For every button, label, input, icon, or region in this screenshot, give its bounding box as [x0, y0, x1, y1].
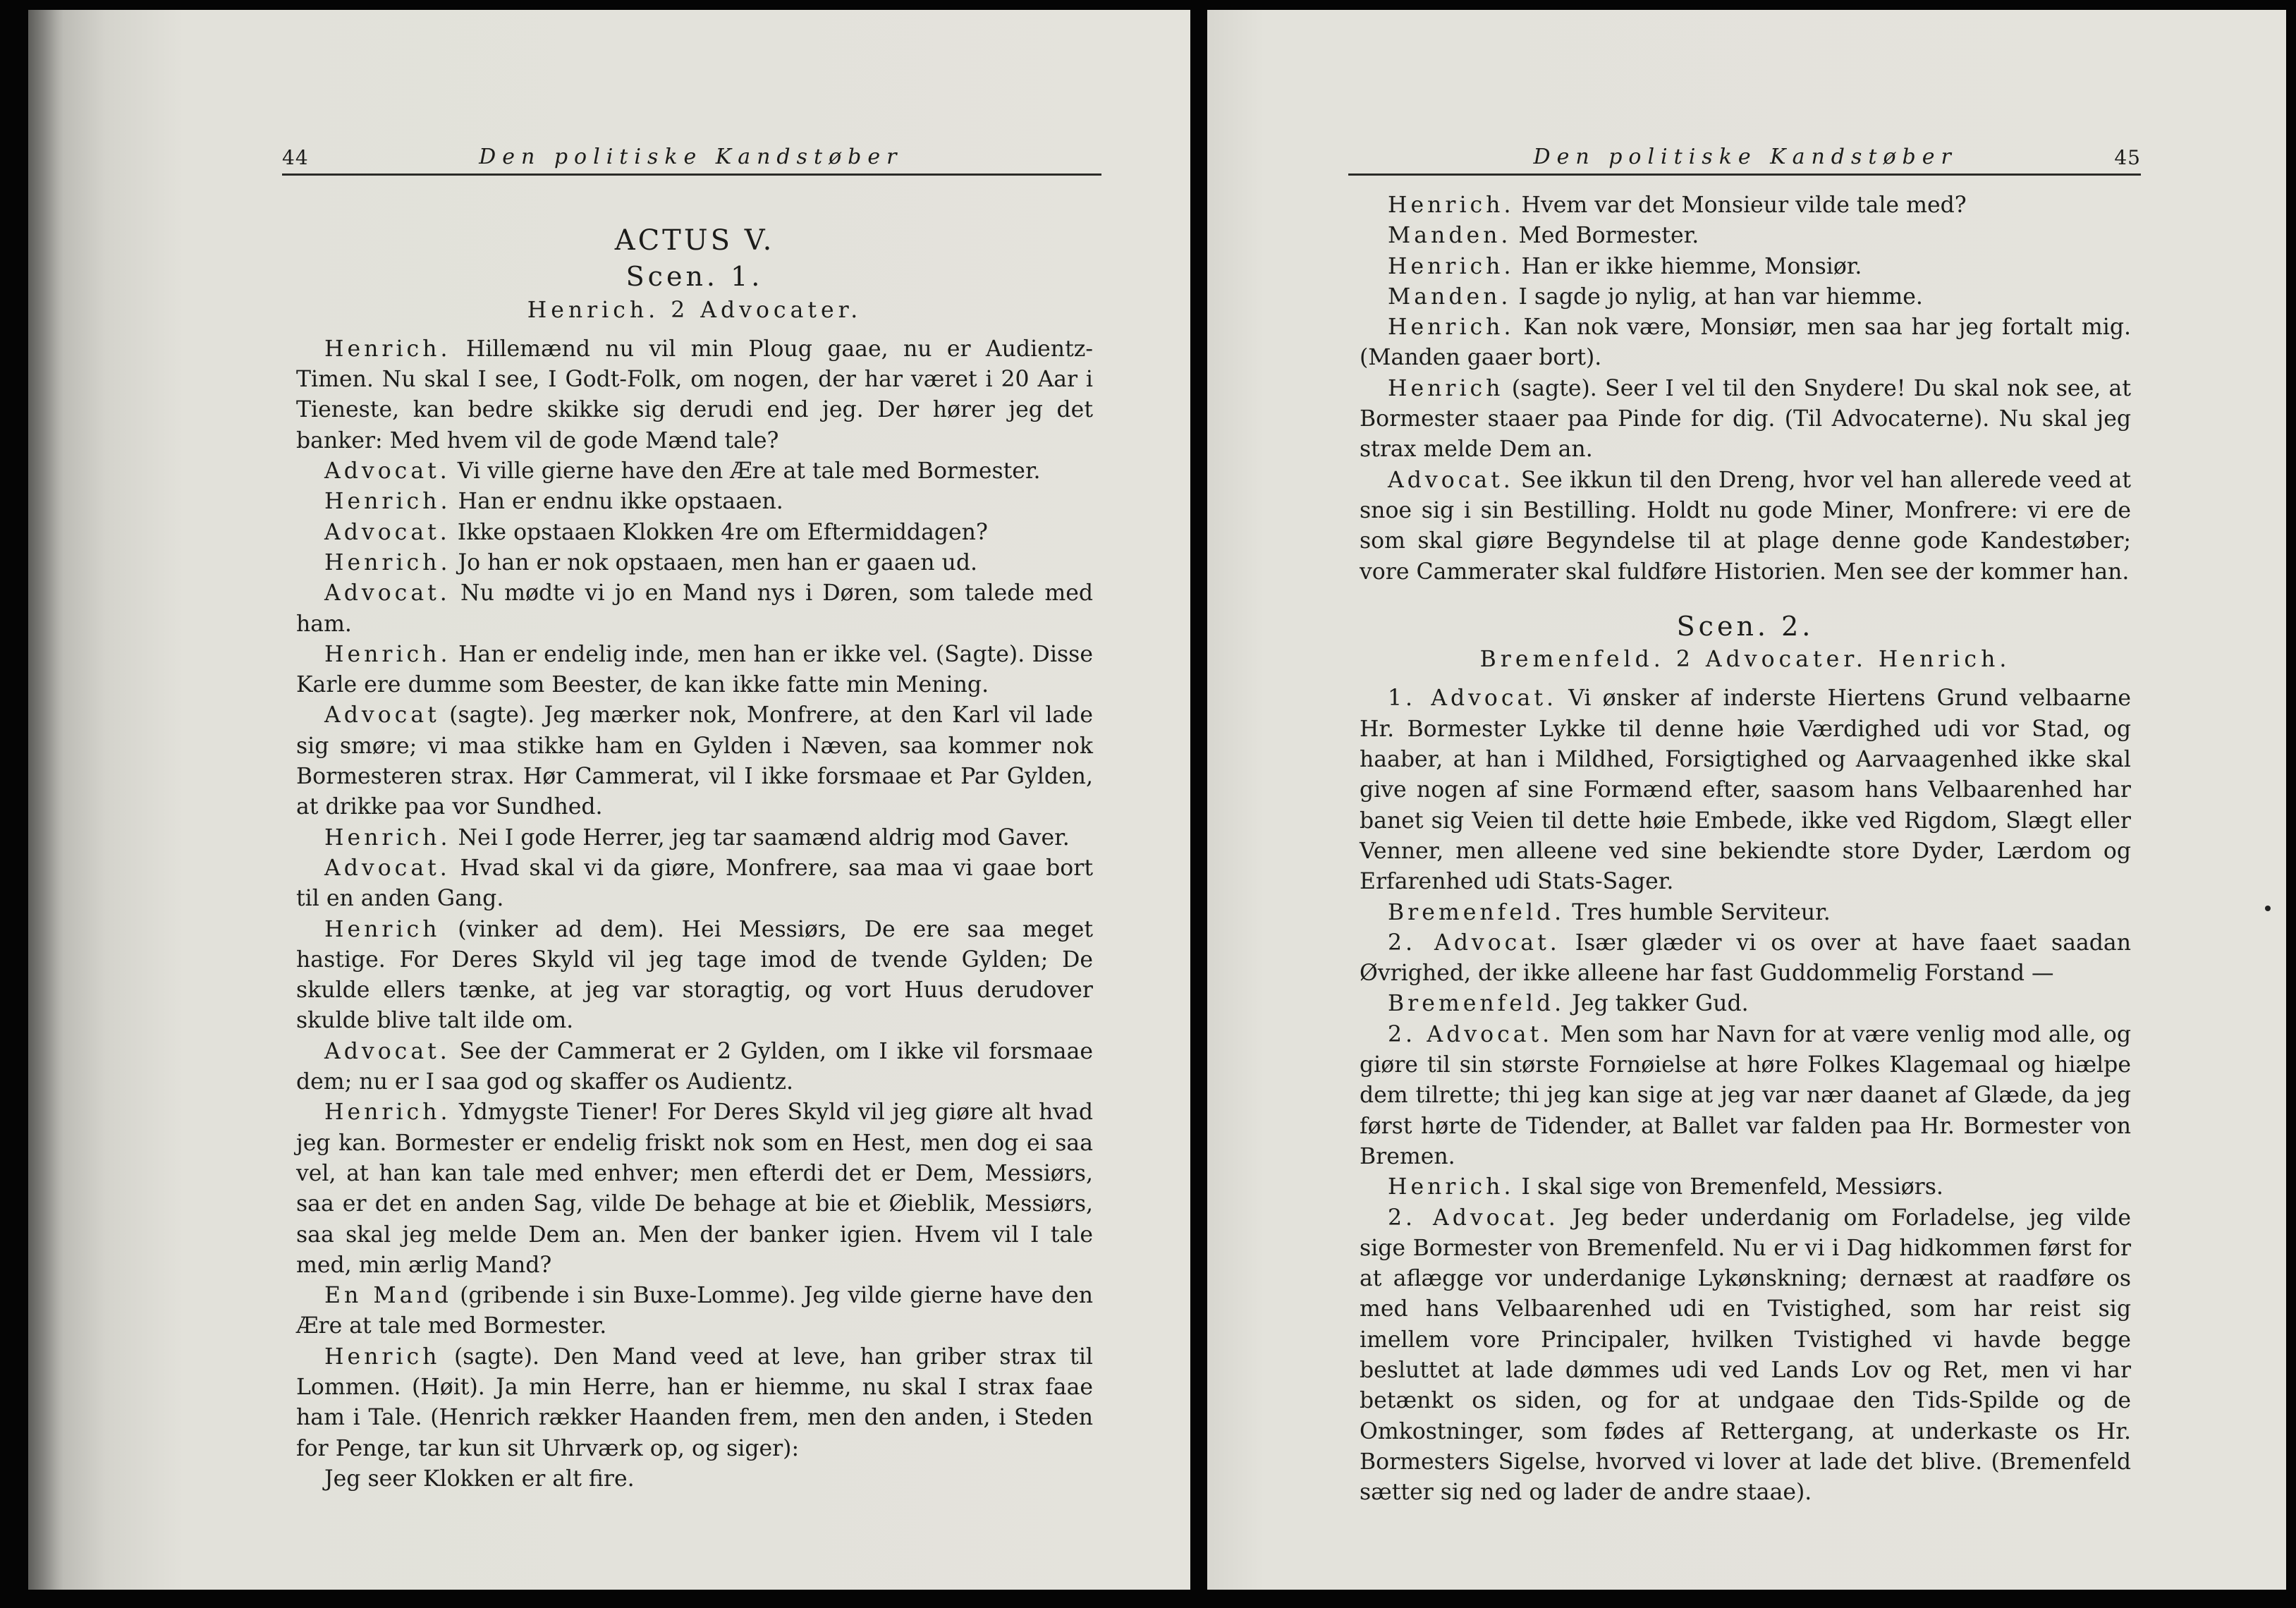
speech-text: Jo han er nok opstaaen, men han er gaaen ud. — [451, 549, 978, 575]
scene-2-personae: Bremenfeld. 2 Advocater. Henrich. — [1479, 647, 2011, 673]
speech-text: Jeg seer Klokken er alt fire. — [324, 1466, 635, 1492]
speech-text: Ydmygste Tiener! For Deres Skyld vil jeg giøre alt hvad jeg kan. Bormester er endelig friskt nok som en Hest, men dog ei saa vel, at han kan tale med enhver; men efterdi det er Dem, Messiørs, saa er det en anden Sag, vilde De behage at bie et Øieblik, Messiørs, saa skal jeg melde Dem an. Men der banker igien. Hvem vil I tale med, min ærlig Mand? — [296, 1100, 1093, 1278]
left-page-body — [296, 221, 1093, 1494]
dialogue-paragraph — [1360, 374, 2131, 465]
speaker-name: Advocat. — [324, 1038, 451, 1064]
speaker-name: Henrich. — [324, 336, 451, 362]
dialogue-paragraph — [1360, 252, 2131, 282]
speaker-name: Henrich. — [324, 489, 451, 515]
speaker-name: Henrich — [324, 916, 441, 942]
dialogue-paragraph — [296, 1464, 1093, 1494]
dialogue-paragraph — [296, 578, 1093, 640]
speaker-name: Advocat. — [324, 855, 451, 881]
speech-text: Nu mødte vi jo en Mand nys i Døren, som talede med ham. — [296, 580, 1093, 637]
speaker-name: Henrich. — [1388, 315, 1515, 341]
speech-text: Han er ikke hiemme, Monsiør. — [1514, 253, 1862, 279]
dialogue-paragraph — [1360, 465, 2131, 587]
speaker-name: Henrich. — [324, 1100, 451, 1126]
speaker-name: Advocat. — [324, 580, 451, 607]
speech-text: Nei I gode Herrer, jeg tar saamænd aldrig mod Gaver. — [451, 824, 1070, 851]
dialogue-paragraph — [296, 915, 1093, 1037]
dialogue-paragraph — [296, 1281, 1093, 1342]
dialogue-paragraph — [1360, 1172, 2131, 1202]
right-dialogue-top — [1360, 190, 2131, 587]
scene-2-heading: Scen. 2. — [1676, 610, 1814, 642]
speaker-name: 1. Advocat. — [1388, 686, 1557, 712]
speech-text: I sagde jo nylig, at han var hiemme. — [1511, 284, 1923, 310]
dialogue-paragraph — [296, 823, 1093, 853]
speech-text: (vinker ad dem). Hei Messiørs, De ere saa meget hastige. For Deres Skyld vil jeg tage imod de tvende Gylden; De skulde ellers tænke, at jeg var storagtig, og vort Huus derudover skulde blive talt ilde om. — [296, 916, 1093, 1034]
speaker-name: Henrich. — [1388, 1174, 1515, 1200]
speech-text: Især glæder vi os over at have faaet saadan Øvrighed, der ikke alleene har fast Guddommelig Forstand — — [1360, 930, 2132, 987]
dialogue-paragraph — [296, 1342, 1093, 1464]
speaker-name: Advocat — [324, 702, 440, 729]
dialogue-paragraph — [296, 853, 1093, 915]
left-book-page — [28, 10, 1190, 1590]
dialogue-paragraph — [296, 548, 1093, 578]
scene-personae: Henrich. 2 Advocater. — [527, 297, 862, 323]
speech-text: Hvad skal vi da giøre, Monfrere, saa maa vi gaae bort til en anden Gang. — [296, 855, 1093, 912]
speech-text: Han er endelig inde, men han er ikke vel. (Sagte). Disse Karle ere dumme som Beester, de kan ikke fatte min Mening. — [296, 641, 1093, 698]
speaker-name: 2. Advocat. — [1388, 930, 1561, 956]
speech-text: (sagte). Jeg mærker nok, Monfrere, at den Karl vil lade sig smøre; vi maa stikke ham en Gylden i Næven, saa kommer nok Bormesteren strax. Hør Cammerat, vil I ikke forsmaae et Par Gylden, at drikke paa vor Sundhed. — [296, 702, 1093, 820]
speech-text: See ikkun til den Dreng, hvor vel han allerede veed at snoe sig i sin Bestilling. Holdt nu gode Miner, Monfrere: vi ere de som skal giøre Begyndelse til at plage denne gode Kandestøber; vore Cammerater skal fuldføre Historien. Men see der kommer han. — [1360, 467, 2131, 585]
speaker-name: Bremenfeld. — [1388, 899, 1565, 925]
speech-text: Han er endnu ikke opstaaen. — [451, 489, 783, 515]
speech-text: Men som har Navn for at være venlig mod alle, og giøre til sin største Fornøielse at høre Folkes Klagemaal og hiælpe dem tilrette; thi jeg kan sige at jeg var nær daanet af Glæde, da jeg først hørte de Tidender, at Ballet var falden paa Hr. Bormester von Bremen. — [1360, 1021, 2131, 1169]
speaker-name: Henrich. — [1388, 193, 1515, 218]
speaker-name: Henrich. — [1388, 253, 1515, 279]
dialogue-paragraph — [1360, 1020, 2131, 1172]
speaker-name: Advocat. — [324, 519, 451, 545]
dialogue-paragraph — [296, 700, 1093, 822]
speech-text: (gribende i sin Buxe-Lomme). Jeg vilde gierne have den Ære at tale med Bormester. — [296, 1283, 1094, 1339]
dialogue-paragraph — [296, 334, 1093, 456]
left-page-number: 44 — [282, 146, 309, 169]
speech-text: See der Cammerat er 2 Gylden, om I ikke vil forsmaae dem; nu er I saa god og skaffer os Audientz. — [296, 1038, 1093, 1095]
speaker-name: Henrich — [324, 1344, 441, 1370]
act-heading: ACTUS V. — [614, 224, 775, 257]
dialogue-paragraph — [1360, 928, 2131, 989]
speech-text: (sagte). Den Mand veed at leve, han griber strax til Lommen. (Høit). Ja min Herre, han er hiemme, nu skal I strax faae ham i Tale. (Henrich rækker Haanden frem, men den anden, i Steden for Penge, tar kun sit Uhrværk op, og siger): — [296, 1344, 1093, 1461]
speaker-name: En Mand — [324, 1283, 452, 1309]
dialogue-paragraph — [296, 1097, 1093, 1281]
speaker-name: Henrich. — [324, 824, 451, 851]
speaker-name: Advocat. — [1388, 467, 1514, 493]
speech-text: Vi ønsker af inderste Hiertens Grund velbaarne Hr. Bormester Lykke til denne høie Værdighed udi vor Stad, og haaber, at han i Mildhed, Forsigtighed og Aarvaagenhed ikke skal give nogen af sine Formænd efter, saasom hans Velbaarenhed har banet sig Veien til dette høie Embede, ikke ved Rigdom, Slægt eller Venner, men alleene ved sine bekiendte store Dyder, Lærdom og Erfarenhed udi Stats-Sager. — [1360, 686, 2131, 895]
left-running-header — [282, 137, 1101, 176]
right-page-number: 45 — [2114, 146, 2141, 169]
right-dialogue-bottom — [1360, 683, 2131, 1508]
speaker-name: Henrich. — [324, 641, 451, 667]
dialogue-paragraph — [1360, 282, 2131, 312]
speech-text: Hvem var det Monsieur vilde tale med? — [1514, 193, 1967, 218]
speech-text: Jeg beder underdanig om Forladelse, jeg vilde sige Bormester von Bremenfeld. Nu er vi i Dag hidkommen først for at aflægge vor underdanige Lykønskning; dernæst at raadføre os med hans Velbaarenhed udi en Tvistighed, som har reist sig imellem vore Principaler, hvilken Tvistighed vi havde begge besluttet at lade dømmes udi ved Lands Lov og Ret, men vi har betænkt os siden, og for at undgaae den Tids-Spilde og de Omkostninger, som fødes af Rettergang, at underkaste os Hr. Bormesters Sigelse, hvorved vi lover at lade det blive. (Bremenfeld sætter sig ned og lader de andre staae). — [1360, 1205, 2131, 1506]
dialogue-paragraph — [1360, 989, 2131, 1019]
dialogue-paragraph — [296, 456, 1093, 487]
dialogue-paragraph — [296, 518, 1093, 548]
dialogue-paragraph — [1360, 1203, 2131, 1509]
speech-text: (sagte). Seer I vel til den Snydere! Du skal nok see, at Bormester staaer paa Pinde for dig. (Til Advocaterne). Nu skal jeg strax melde Dem an. — [1360, 375, 2131, 463]
speech-text: I skal sige von Bremenfeld, Messiørs. — [1514, 1174, 1943, 1200]
left-running-title: Den politiske Kandstøber — [479, 145, 903, 169]
right-page-body — [1360, 190, 2131, 1508]
speech-text: Hillemænd nu vil min Ploug gaae, nu er Audientz-Timen. Nu skal I see, I Godt-Folk, om nogen, der har været i 20 Aar i Tieneste, kan bedre skikke sig derudi end jeg. Der hører jeg det banker: Med hvem vil de gode Mænd tale? — [296, 336, 1093, 453]
speaker-name: Henrich. — [324, 549, 451, 575]
dialogue-paragraph — [1360, 898, 2131, 928]
speaker-name: Manden. — [1388, 284, 1512, 310]
right-running-header — [1348, 137, 2141, 176]
speaker-name: 2. Advocat. — [1388, 1021, 1553, 1047]
speaker-name: Bremenfeld. — [1388, 991, 1565, 1017]
speech-text: Tres humble Serviteur. — [1565, 899, 1831, 925]
right-running-title: Den politiske Kandstøber — [1533, 145, 1958, 169]
page-gutter-shadow — [28, 10, 63, 1590]
speaker-name: Manden. — [1388, 223, 1512, 249]
speech-text: Vi ville gierne have den Ære at tale med Bormester. — [450, 458, 1041, 485]
left-dialogue — [296, 334, 1093, 1494]
speaker-name: Advocat. — [324, 458, 451, 485]
speaker-name: 2. Advocat. — [1388, 1205, 1559, 1231]
speaker-name: Henrich — [1388, 375, 1504, 401]
dialogue-paragraph — [1360, 683, 2131, 897]
speech-text: Med Bormester. — [1511, 223, 1699, 249]
speech-text: Jeg takker Gud. — [1565, 991, 1749, 1017]
dialogue-paragraph — [296, 1037, 1093, 1098]
dialogue-paragraph — [1360, 190, 2131, 221]
dialogue-paragraph — [296, 640, 1093, 701]
print-speck — [2265, 906, 2271, 911]
dialogue-paragraph — [1360, 312, 2131, 374]
scene-heading: Scen. 1. — [625, 261, 764, 293]
right-book-page — [1207, 10, 2286, 1590]
dialogue-paragraph — [1360, 221, 2131, 251]
speech-text: Kan nok være, Monsiør, men saa har jeg fortalt mig. (Manden gaaer bort). — [1360, 315, 2131, 371]
speech-text: Ikke opstaaen Klokken 4re om Eftermiddagen? — [450, 519, 988, 545]
dialogue-paragraph — [296, 487, 1093, 517]
